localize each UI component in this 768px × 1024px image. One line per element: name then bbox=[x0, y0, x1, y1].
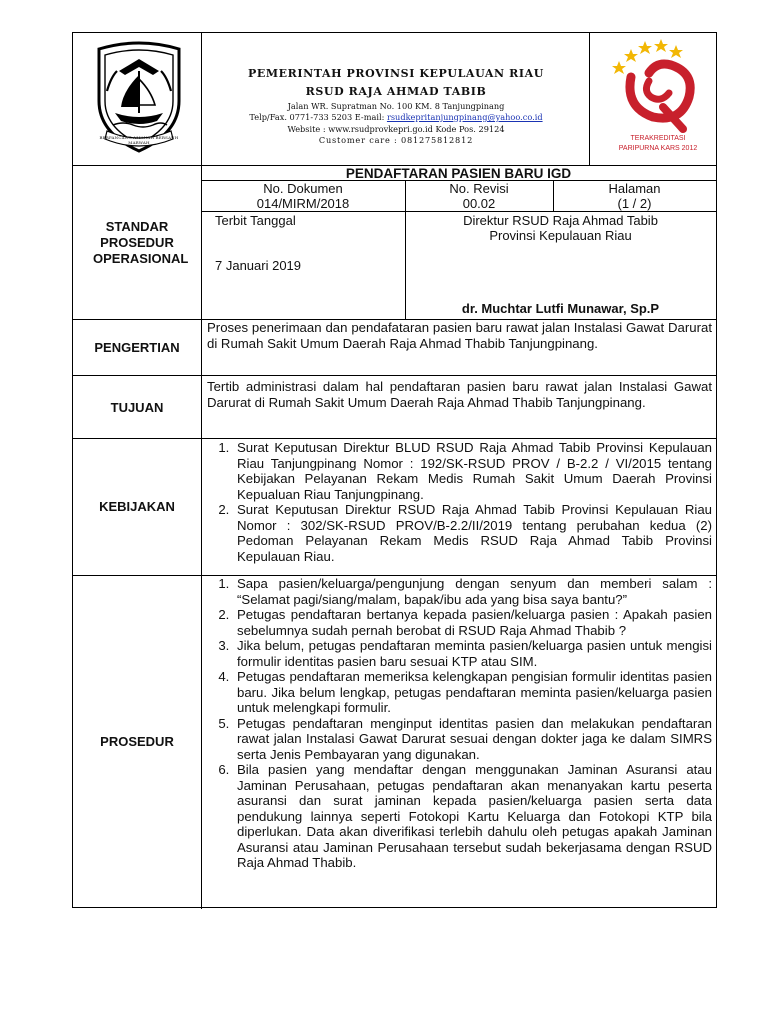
list-item: 1. Sapa pasien/keluarga/pengunjung dengan senyum dan memberi salam : “Selamat pagi/siang/malam, bapak/ibu ada yang bisa saya bantu?” bbox=[233, 576, 712, 607]
accreditation-body: PARIPURNA KARS 2012 bbox=[618, 145, 698, 152]
org-name-province: PEMERINTAH PROVINSI KEPULAUAN RIAU bbox=[248, 67, 544, 80]
hospital-address: Jalan WR. Supratman No. 100 KM. 8 Tanjungpinang bbox=[287, 101, 505, 111]
org-name-hospital: RSUD RAJA AHMAD TABIB bbox=[305, 85, 487, 98]
sop-label: STANDAR PROSEDUR OPERASIONAL bbox=[93, 219, 189, 266]
kebijakan-list bbox=[207, 440, 712, 564]
list-item: 2. Surat Keputusan Direktur RSUD Raja Ahmad Tabib Provinsi Kepulauan Riau Nomor : 302/SK-RSUD PROV/B-2.2/II/2019 tentang perubahan kedua (2) Pedoman Pelayanan Rekam Medis RSUD Raja Ahmad Tabib Provinsi Kepulauan Riau. bbox=[233, 502, 712, 564]
sop-document bbox=[72, 32, 717, 908]
col-divider-left bbox=[201, 33, 202, 909]
issued-label: Terbit Tanggal bbox=[215, 213, 296, 228]
list-item: 6. Bila pasien yang mendaftar dengan menggunakan Jaminan Asuransi atau Jaminan Perusahaan, petugas pendaftaran akan menanyakan kartu peserta asuransi dan surat jaminan kepada pasien/keluarga pasien serta data pendukung lainnya seperti Fotokopi Kartu Keluarga dan Fotokopi KTP bila diperlukan. Data akan diverifikasi terlebih dahulu oleh petugas apakah Jaminan Asuransi atau Jaminan Perusahaan tersebut sudah bekerjasama dengan RSUD Raja Ahmad Thabib. bbox=[233, 762, 712, 871]
doc-number-label: No. Dokumen bbox=[263, 181, 343, 196]
province-seal-logo bbox=[93, 41, 185, 156]
accreditation-logo bbox=[603, 37, 713, 161]
kebijakan-label: KEBIJAKAN bbox=[99, 499, 175, 514]
row-divider-tujuan bbox=[73, 375, 716, 376]
pengertian-label: PENGERTIAN bbox=[94, 340, 180, 355]
tujuan-text: Tertib administrasi dalam hal pendaftaran pasien baru rawat jalan Instalasi Gawat Darurat di Rumah Sakit Umum Daerah Raja Ahmad Thabib Tanjungpinang. bbox=[207, 379, 712, 410]
hospital-contact bbox=[203, 112, 589, 122]
issued-date: 7 Januari 2019 bbox=[215, 258, 302, 273]
row-divider-docno bbox=[201, 211, 716, 212]
accreditation-status: TERAKREDITASI bbox=[630, 135, 686, 142]
tujuan-label: TUJUAN bbox=[110, 400, 164, 415]
list-item: 3. Jika belum, petugas pendaftaran meminta pasien/keluarga pasien untuk mengisi formulir identitas pasien baru sesuai KTP atau SIM. bbox=[233, 638, 712, 669]
email-link[interactable]: rsudkepritanjungpinang@yahoo.co.id bbox=[386, 112, 543, 122]
col-divider-logo bbox=[589, 33, 590, 165]
phone-fax-text: Telp/Fax. 0771-733 5203 E-mail: bbox=[249, 112, 387, 122]
seal-ribbon-text: BERPANCANG AMANAH BERSAUH MARWAH bbox=[99, 135, 179, 145]
kars-star-logo-icon bbox=[603, 37, 713, 133]
revision-label: No. Revisi bbox=[449, 181, 509, 196]
list-item: 5. Petugas pendaftaran menginput identitas pasien dan melakukan pendaftaran rawat jalan Instalasi Gawat Darurat sesuai dengan dokter jaga ke dalam SIMRS serta Jenis Pembayaran yang digunakan. bbox=[233, 716, 712, 763]
page-value: (1 / 2) bbox=[617, 196, 652, 211]
hospital-website: Website : www.rsudprovkepri.go.id Kode Pos. 29124 bbox=[287, 124, 505, 134]
director-province: Provinsi Kepulauan Riau bbox=[489, 228, 632, 243]
customer-care: Customer care : 081275812812 bbox=[318, 135, 474, 145]
row-divider-kebijakan bbox=[73, 438, 716, 439]
list-item: 1. Surat Keputusan Direktur BLUD RSUD Raja Ahmad Tabib Provinsi Kepulauan Riau Tanjungpinang Nomor : 192/SK-RSUD PROV / B-2.2 / VI/2015 tentang Kebijakan Pelayanan Rekam Medis Rumah Sakit Umum Daerah Provinsi Kepualuan Riau Tanjungpinang. bbox=[233, 440, 712, 502]
revision-value: 00.02 bbox=[462, 196, 496, 211]
list-item: 2. Petugas pendaftaran bertanya kepada pasien/keluarga pasien : Apakah pasien sebelumnya sudah pernah berobat di RSUD Raja Ahmad Thabib ? bbox=[233, 607, 712, 638]
doc-number-value: 014/MIRM/2018 bbox=[256, 196, 350, 211]
document-title: PENDAFTARAN PASIEN BARU IGD bbox=[345, 166, 572, 181]
director-title: Direktur RSUD Raja Ahmad Tabib bbox=[463, 213, 658, 228]
list-item: 4. Petugas pendaftaran memeriksa kelengkapan pengisian formulir identitas pasien baru. Jika belum lengkap, petugas pendaftaran meminta pasien/keluarga pasien untuk melengkapi formulir. bbox=[233, 669, 712, 716]
pengertian-text: Proses penerimaan dan pendafataran pasien baru rawat jalan Instalasi Gawat Darurat di Rumah Sakit Umum Daerah Raja Ahmad Thabib Tanjungpinang. bbox=[207, 320, 712, 351]
director-signature-name: dr. Muchtar Lutfi Munawar, Sp.P bbox=[461, 301, 660, 316]
prosedur-label: PROSEDUR bbox=[100, 734, 174, 749]
prosedur-list bbox=[207, 576, 712, 871]
page-label: Halaman bbox=[608, 181, 661, 196]
